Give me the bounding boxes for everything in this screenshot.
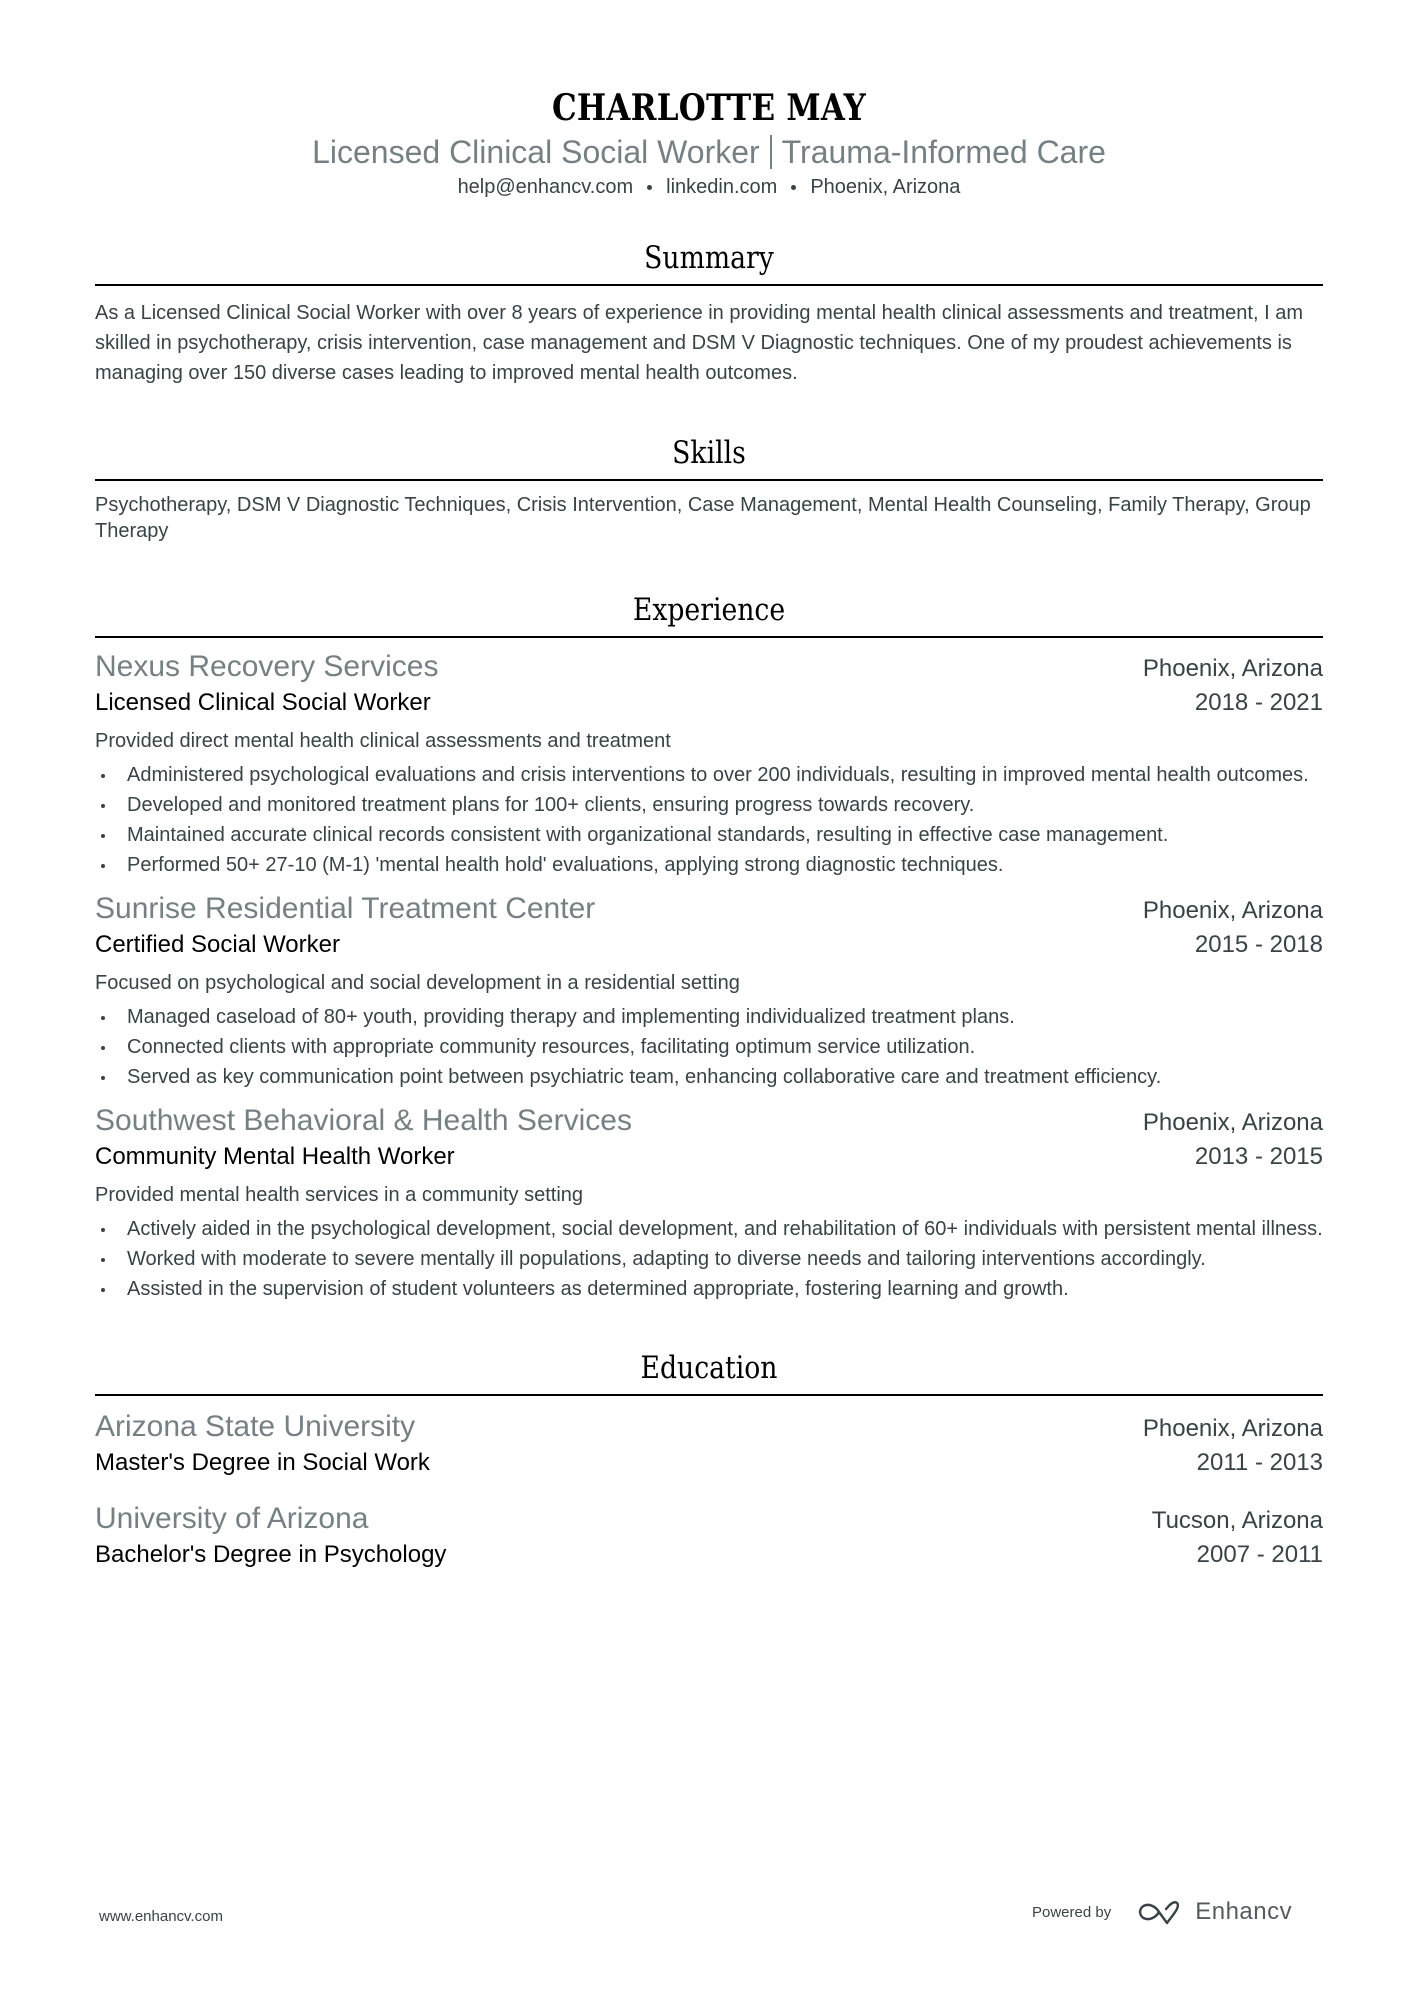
school-location: Phoenix, Arizona <box>1142 1415 1323 1442</box>
achievement-item: Connected clients with appropriate community resources, facilitating optimum service utilization. <box>95 1032 1323 1062</box>
section-title-education: Education <box>640 1350 778 1386</box>
company-name: Southwest Behavioral & Health Services <box>95 1104 632 1137</box>
section-divider <box>95 284 1323 286</box>
experience-entry <box>95 1102 1323 1304</box>
achievement-item: Developed and monitored treatment plans for 100+ clients, ensuring progress towards recovery. <box>95 790 1323 820</box>
education-section <box>95 1348 1323 1572</box>
section-title-experience: Experience <box>632 592 786 628</box>
school-name: Arizona State University <box>95 1410 416 1443</box>
job-location: Phoenix, Arizona <box>1142 655 1323 682</box>
skills-section <box>95 433 1323 544</box>
candidate-name: CHARLOTTE MAY <box>552 87 866 129</box>
achievement-item: Served as key communication point between psychiatric team, enhancing collaborative care and treatment efficiency. <box>95 1062 1323 1092</box>
degree-name: Master's Degree in Social Work <box>95 1449 430 1476</box>
achievement-item: Worked with moderate to severe mentally ill populations, adapting to diverse needs and tailoring interventions accordingly. <box>95 1244 1323 1274</box>
job-dates: 2018 - 2021 <box>1194 689 1323 716</box>
bullet-separator <box>791 185 796 190</box>
job-dates: 2015 - 2018 <box>1194 931 1323 958</box>
job-title: Certified Social Worker <box>95 931 340 958</box>
job-title: Community Mental Health Worker <box>95 1143 455 1170</box>
powered-by-label: Powered by <box>1032 1903 1112 1921</box>
degree-name: Bachelor's Degree in Psychology <box>95 1541 447 1568</box>
job-description: Provided direct mental health clinical assessments and treatment <box>95 730 671 752</box>
company-name: Sunrise Residential Treatment Center <box>95 892 596 925</box>
section-divider <box>95 1394 1323 1396</box>
resume-header <box>95 0 1323 200</box>
achievement-item: Performed 50+ 27-10 (M-1) 'mental health hold' evaluations, applying strong diagnostic techniques. <box>95 850 1323 880</box>
contact-linkedin[interactable]: linkedin.com <box>666 176 778 198</box>
section-title-skills: Skills <box>672 435 746 471</box>
job-location: Phoenix, Arizona <box>1142 897 1323 924</box>
achievement-list <box>95 1002 1323 1092</box>
footer-branding[interactable] <box>1032 1898 1292 1926</box>
achievement-item: Maintained accurate clinical records consistent with organizational standards, resulting in effective case management. <box>95 820 1323 850</box>
experience-entry <box>95 890 1323 1092</box>
skills-list: Psychotherapy, DSM V Diagnostic Techniques, Crisis Intervention, Case Management, Mental Health Counseling, Family Therapy, Group Therapy <box>95 494 1311 542</box>
school-location: Tucson, Arizona <box>1151 1507 1323 1534</box>
achievement-list <box>95 760 1323 880</box>
contact-email[interactable]: help@enhancv.com <box>457 176 634 198</box>
contact-location: Phoenix, Arizona <box>810 176 961 198</box>
title-primary: Licensed Clinical Social Worker <box>312 134 760 170</box>
achievement-item: Assisted in the supervision of student volunteers as determined appropriate, fostering learning and growth. <box>95 1274 1323 1304</box>
summary-text: As a Licensed Clinical Social Worker with over 8 years of experience in providing mental health clinical assessments and treatment, I am skilled in psychotherapy, crisis intervention, case management and DSM V Diagnostic techniques. One of my proudest achievements is managing over 150 diverse cases leading to improved mental health outcomes. <box>95 302 1303 384</box>
education-entry <box>95 1500 1323 1572</box>
candidate-title <box>95 132 1323 172</box>
section-divider <box>95 636 1323 638</box>
job-description: Focused on psychological and social development in a residential setting <box>95 972 740 994</box>
school-name: University of Arizona <box>95 1502 369 1535</box>
section-title-summary: Summary <box>644 240 774 276</box>
education-dates: 2011 - 2013 <box>1196 1449 1323 1476</box>
job-dates: 2013 - 2015 <box>1194 1143 1323 1170</box>
experience-section <box>95 590 1323 1304</box>
title-separator <box>770 135 772 169</box>
resume-page <box>95 0 1323 1572</box>
education-dates: 2007 - 2011 <box>1196 1541 1323 1568</box>
education-entry <box>95 1408 1323 1480</box>
bullet-separator <box>647 185 652 190</box>
enhancv-logo-icon <box>1137 1899 1183 1925</box>
contact-info <box>95 174 1323 200</box>
job-title: Licensed Clinical Social Worker <box>95 689 431 716</box>
job-description: Provided mental health services in a community setting <box>95 1184 584 1206</box>
enhancv-logo-text: Enhancv <box>1195 1898 1293 1925</box>
footer-website-link[interactable]: www.enhancv.com <box>99 1908 223 1925</box>
title-secondary: Trauma-Informed Care <box>781 134 1106 170</box>
achievement-item: Actively aided in the psychological development, social development, and rehabilitation of 60+ individuals with persistent mental illness. <box>95 1214 1323 1244</box>
achievement-list <box>95 1214 1323 1304</box>
company-name: Nexus Recovery Services <box>95 650 439 683</box>
job-location: Phoenix, Arizona <box>1142 1109 1323 1136</box>
achievement-item: Managed caseload of 80+ youth, providing therapy and implementing individualized treatment plans. <box>95 1002 1323 1032</box>
achievement-item: Administered psychological evaluations and crisis interventions to over 200 individuals, resulting in improved mental health outcomes. <box>95 760 1323 790</box>
experience-entry <box>95 648 1323 880</box>
summary-section <box>95 238 1323 388</box>
section-divider <box>95 479 1323 481</box>
